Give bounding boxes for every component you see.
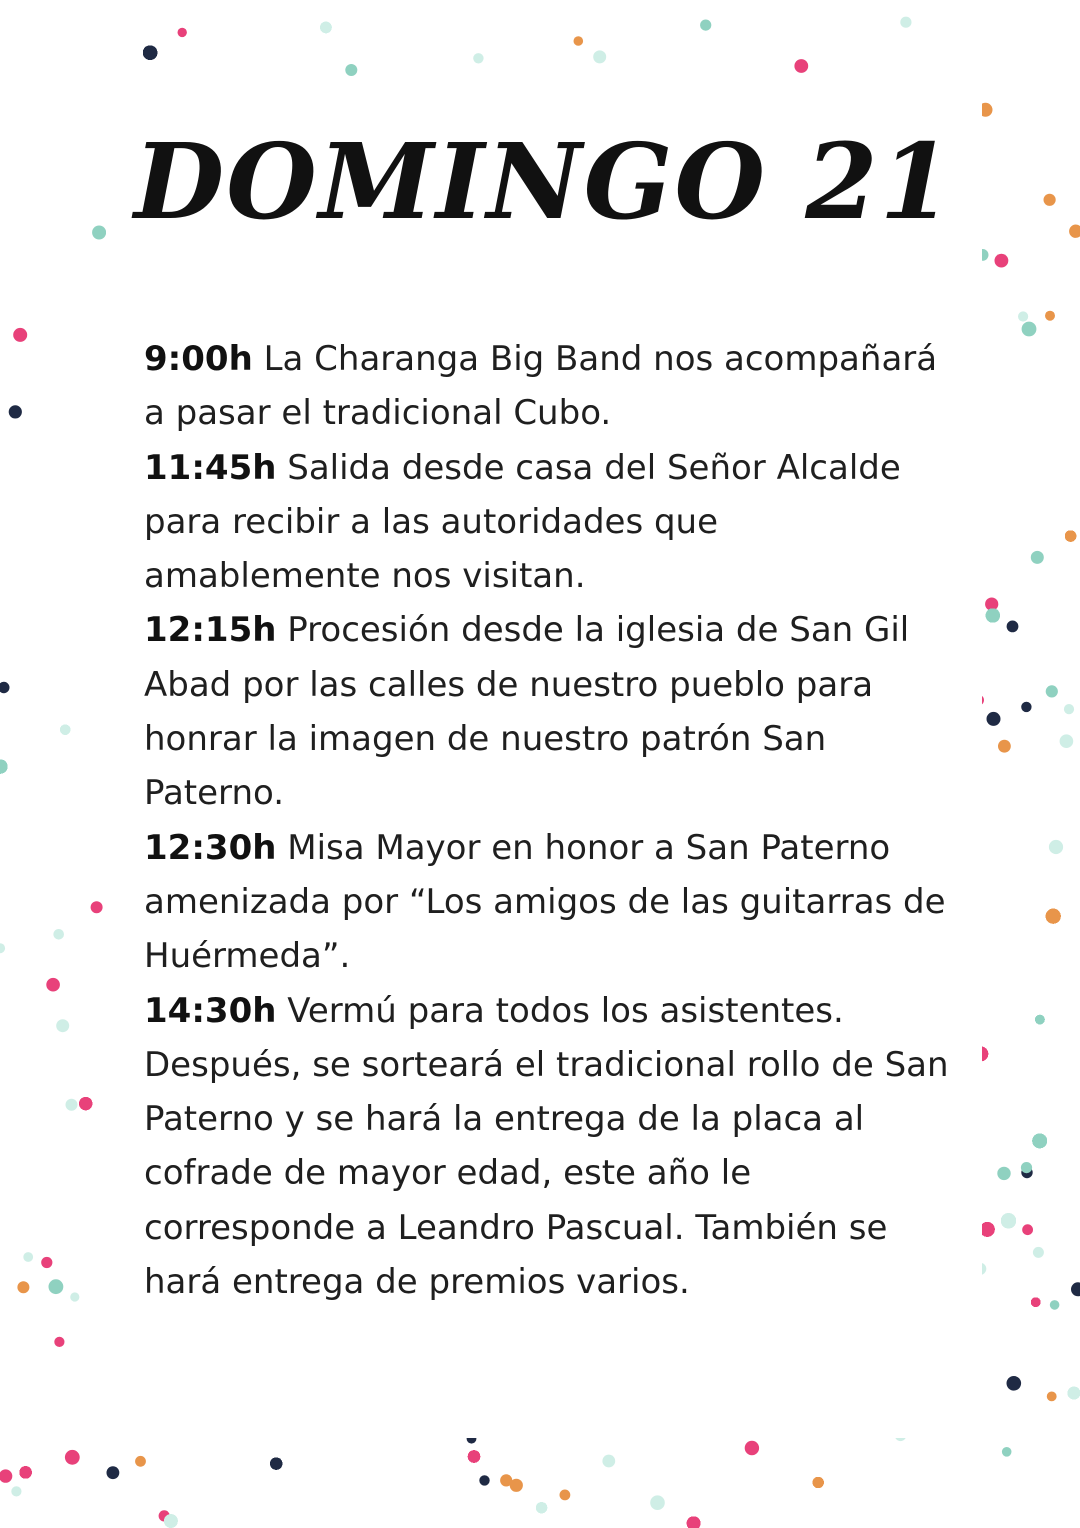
- confetti-dot: [1031, 551, 1044, 564]
- confetti-dot: [135, 1456, 146, 1467]
- confetti-dot: [1065, 531, 1076, 542]
- confetti-dot: [1022, 322, 1037, 337]
- confetti-dot: [997, 1167, 1010, 1180]
- confetti-dot: [1021, 1162, 1032, 1173]
- confetti-dot: [70, 1292, 79, 1301]
- confetti-dot: [593, 50, 606, 63]
- confetti-dot: [1044, 194, 1056, 206]
- event-time: 11:45h: [144, 447, 277, 488]
- confetti-dot: [1001, 1213, 1016, 1228]
- confetti-dot: [91, 901, 103, 913]
- confetti-dot: [92, 226, 106, 240]
- confetti-dot: [1018, 311, 1028, 321]
- confetti-dot: [0, 760, 7, 774]
- schedule-entry: [144, 984, 954, 1310]
- confetti-dot: [536, 1502, 547, 1513]
- confetti-dot: [473, 53, 483, 63]
- confetti-dot: [1069, 225, 1080, 238]
- confetti-dot: [0, 682, 9, 693]
- confetti-dot: [107, 1466, 120, 1479]
- confetti-dot: [143, 46, 157, 60]
- confetti-dot: [1045, 311, 1055, 321]
- confetti-dot: [986, 609, 1000, 623]
- schedule-entry: [144, 603, 954, 820]
- confetti-dot: [66, 1099, 78, 1111]
- confetti-dot: [1060, 734, 1074, 748]
- confetti-dot: [980, 1222, 995, 1237]
- confetti-dot: [345, 64, 357, 76]
- confetti-dot: [320, 22, 331, 33]
- confetti-dot: [998, 740, 1011, 753]
- confetti-dot: [270, 1458, 282, 1470]
- confetti-dot: [1002, 1447, 1012, 1457]
- confetti-dot: [745, 1441, 759, 1455]
- confetti-dot: [1035, 1015, 1044, 1024]
- confetti-dot: [54, 1337, 64, 1347]
- confetti-dot: [53, 929, 64, 940]
- confetti-dot: [479, 1475, 489, 1485]
- event-time: 14:30h: [144, 990, 277, 1031]
- confetti-dot: [178, 28, 187, 37]
- event-description: Procesión desde la iglesia de San Gil Abad por las calles de nuestro pueblo para honrar la imagen de nuestro patrón San Paterno.: [144, 610, 910, 814]
- event-description: La Charanga Big Band nos acompañará a pasar el tradicional Cubo.: [144, 339, 938, 434]
- confetti-dot: [13, 328, 27, 342]
- confetti-dot: [23, 1252, 33, 1262]
- confetti-dot: [1032, 1134, 1047, 1149]
- event-description: Salida desde casa del Señor Alcalde para recibir a las autoridades que amablemente nos visitan.: [144, 447, 901, 597]
- schedule-entry: [144, 441, 954, 604]
- confetti-dot: [1033, 1247, 1044, 1258]
- confetti-dot: [17, 1281, 29, 1293]
- confetti-dot: [1021, 702, 1031, 712]
- confetti-dot: [0, 1469, 12, 1482]
- confetti-dot: [56, 1019, 69, 1032]
- confetti-dot: [65, 1450, 80, 1465]
- confetti-dot: [1047, 1392, 1057, 1402]
- event-time: 12:30h: [144, 827, 277, 868]
- confetti-dot: [794, 59, 808, 73]
- confetti-dot: [468, 1450, 480, 1462]
- confetti-dot: [602, 1455, 615, 1468]
- confetti-dot: [650, 1495, 665, 1510]
- confetti-dot: [79, 1097, 92, 1110]
- confetti-dot: [9, 405, 22, 418]
- confetti-dot: [687, 1517, 701, 1528]
- confetti-dot: [1007, 621, 1019, 633]
- confetti-dot: [1046, 909, 1061, 924]
- confetti-dot: [1046, 685, 1058, 697]
- event-description: Misa Mayor en honor a San Paterno amenizada por “Los amigos de las guitarras de Huérmeda”.: [144, 827, 946, 977]
- confetti-dot: [0, 943, 5, 953]
- schedule-list: [144, 332, 954, 1309]
- confetti-dot: [1022, 1224, 1033, 1235]
- confetti-dot: [813, 1477, 824, 1488]
- confetti-dot: [1007, 1376, 1022, 1391]
- confetti-dot: [1068, 1387, 1080, 1400]
- confetti-dot: [11, 1486, 21, 1496]
- confetti-dot: [164, 1514, 178, 1528]
- confetti-dot: [1050, 1300, 1060, 1310]
- confetti-dot: [500, 1474, 512, 1486]
- confetti-dot: [1064, 704, 1074, 714]
- confetti-dot: [995, 254, 1009, 268]
- page-title: DOMINGO 21: [134, 120, 954, 243]
- confetti-dot: [60, 725, 70, 735]
- schedule-entry: [144, 332, 954, 441]
- confetti-dot: [46, 978, 60, 992]
- confetti-dot: [49, 1279, 64, 1294]
- confetti-dot: [574, 36, 584, 46]
- event-time: 9:00h: [144, 339, 253, 379]
- confetti-dot: [1031, 1298, 1040, 1307]
- event-time: 12:15h: [144, 610, 277, 651]
- confetti-dot: [41, 1257, 52, 1268]
- event-description: Vermú para todos los asistentes. Después, se sorteará el tradicional rollo de San Paterno y se hará la entrega de la placa al cofrade de mayor edad, este año le corresponde a Leandro Pascual. También se hará entrega de premios varios.: [144, 990, 949, 1303]
- confetti-dot: [1071, 1282, 1080, 1296]
- confetti-dot: [1049, 840, 1063, 854]
- confetti-dot: [987, 712, 1001, 726]
- confetti-dot: [560, 1490, 571, 1501]
- confetti-dot: [700, 20, 711, 31]
- confetti-dot: [20, 1466, 32, 1478]
- schedule-entry: [144, 821, 954, 984]
- confetti-dot: [900, 17, 911, 28]
